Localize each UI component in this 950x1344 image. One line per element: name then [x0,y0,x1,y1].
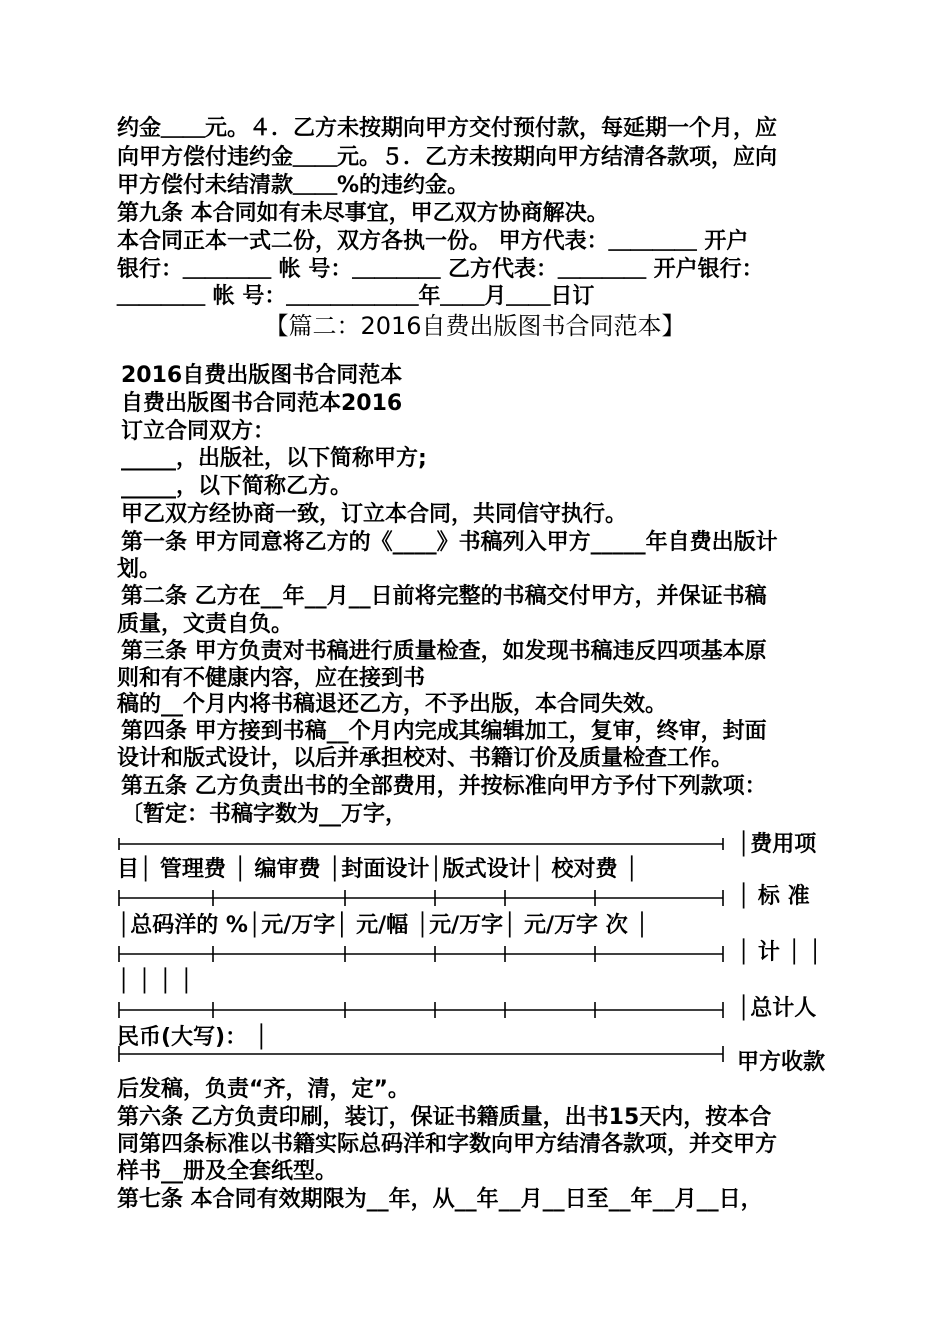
article-7: 第七条 本合同有效期限为__年，从__年__月__日至__年__月__日， [117,1187,763,1212]
contract-subheading: 自费出版图书合同范本2016 [121,391,403,416]
fee-table [117,832,837,1075]
signature-line: 本合同正本一式二份，双方各执一份。 甲方代表：＿＿＿＿ 开户 [117,229,749,254]
body-line: 订立合同双方： [121,419,276,444]
table-row-empty: │ │ │ │ [117,969,193,994]
article-6: 第六条 乙方负责印刷，装订，保证书籍质量，出书15天内，按本合 [117,1105,772,1130]
article-4: 第四条 甲方接到书稿__个月内完成其编辑加工，复审，终审，封面 [121,719,767,744]
table-cell-total: │总计人 [737,996,817,1021]
article-5-end: 后发稿，负责“齐，清，定”。 [117,1077,410,1102]
body-line: _____，出版社，以下简称甲方; [121,446,427,471]
table-row-headers: 目│ 管理费 │ 编审费 │封面设计│版式设计│ 校对费 │ [117,857,639,882]
clause-line: 向甲方偿付违约金＿＿元。５．乙方未按期向甲方结清各款项，应向 [117,145,778,170]
table-cell-count: │ 计 │ │ [737,940,822,965]
article-3: 第三条 甲方负责对书稿进行质量检查，如发现书稿违反四项基本原 [121,639,767,664]
article-2-cont: 质量，文责自负。 [117,612,294,637]
section-title: 【篇二：2016自费出版图书合同范本】 [264,312,686,340]
table-row-total-rmb: 民币(大写)： │ [117,1025,269,1050]
article-4-cont: 设计和版式设计，以后并承担校对、书籍订价及质量检查工作。 [117,746,734,771]
article-6-cont: 样书__册及全套纸型。 [117,1159,338,1184]
table-cell-standard: │ 标 准 [737,884,810,909]
contract-heading: 2016自费出版图书合同范本 [121,363,403,388]
article-6-cont: 同第四条标准以书籍实际总码洋和字数向甲方结清各款项，并交甲方 [117,1132,778,1157]
clause-line: 甲方偿付未结清款＿＿%的违约金。 [117,173,470,198]
article-3-cont: 稿的__个月内将书稿退还乙方，不予出版，本合同失效。 [117,692,668,717]
signature-line: 银行：＿＿＿＿ 帐 号：＿＿＿＿ 乙方代表：＿＿＿＿ 开户银行： [117,257,764,282]
article-1: 第一条 甲方同意将乙方的《____》书稿列入甲方_____年自费出版计 [121,530,778,555]
date-line: ＿＿＿＿ 帐 号：＿＿＿＿＿＿年＿＿月＿＿日订 [117,284,595,309]
article-5: 第五条 乙方负责出书的全部费用，并按标准向甲方予付下列款项： [121,774,767,799]
article-2: 第二条 乙方在__年__月__日前将完整的书稿交付甲方，并保证书稿 [121,584,767,609]
article-5-cont: 〔暂定：书稿字数为__万字， [121,802,408,827]
body-line: _____，以下简称乙方。 [121,474,353,499]
table-row-standards: │总码洋的 %│元/万字│ 元/幅 │元/万字│ 元/万字 次 │ [117,913,649,938]
article-3-cont: 则和有不健康内容，应在接到书 [117,666,426,691]
clause-line: 约金＿＿元。４．乙方未按期向甲方交付预付款，每延期一个月，应 [117,116,778,141]
table-cell-fee-item: │费用项 [737,832,817,857]
table-cell-receipt: 甲方收款 [737,1050,826,1075]
article-1-cont: 划。 [117,557,162,582]
clause-line: 第九条 本合同如有未尽事宜，甲乙双方协商解决。 [117,201,609,226]
body-line: 甲乙双方经协商一致，订立本合同，共同信守执行。 [121,502,628,527]
